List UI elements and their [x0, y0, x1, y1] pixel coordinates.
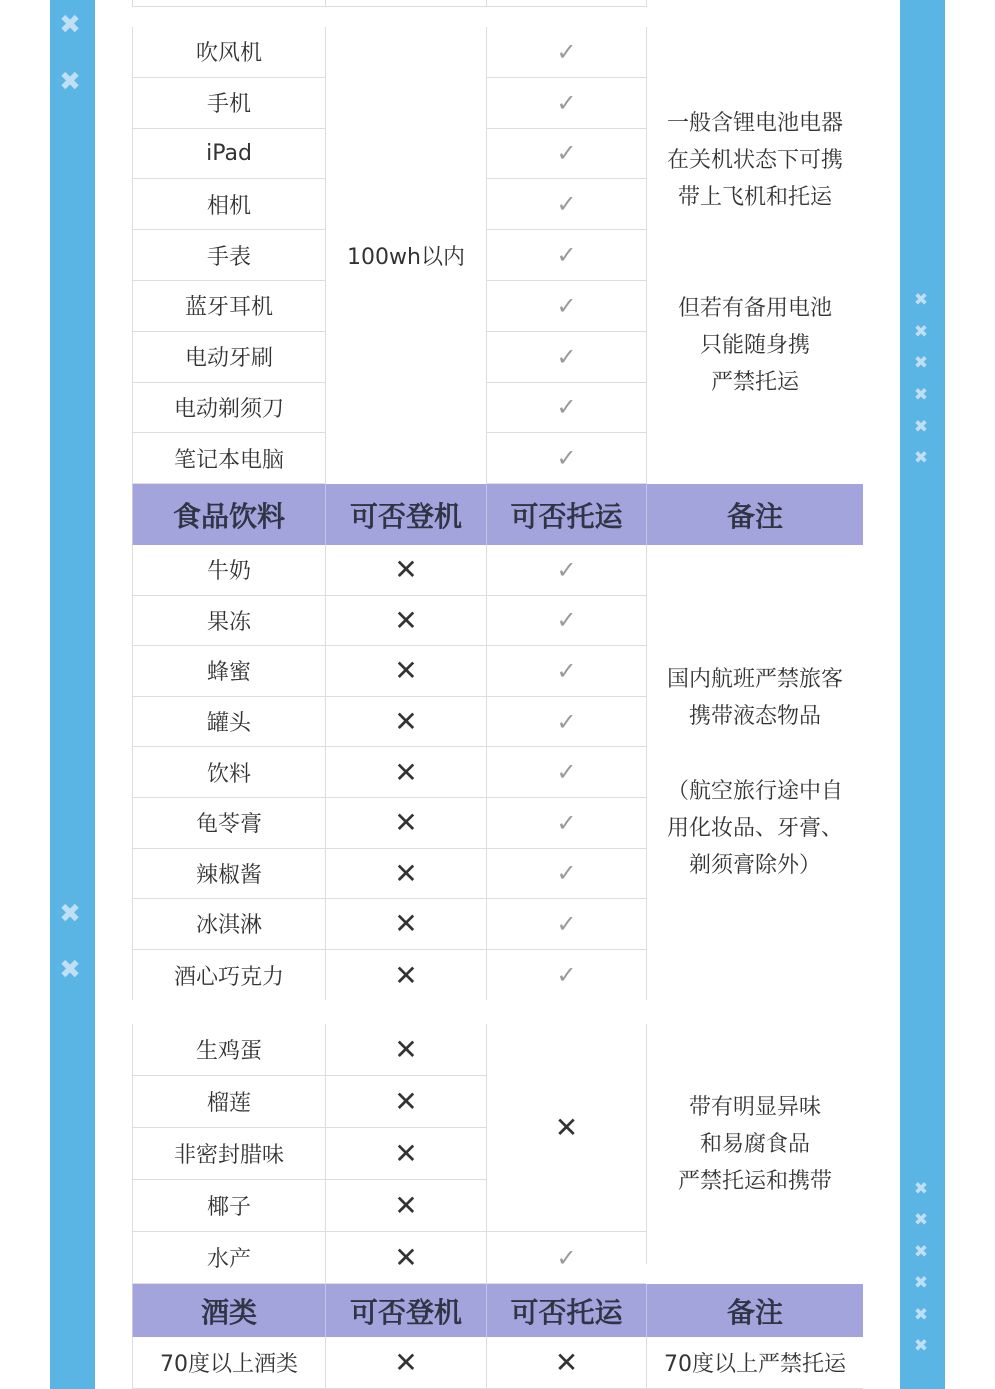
header-boarding: 可否登机 — [325, 1284, 486, 1337]
check-icon: ✓ — [556, 139, 577, 168]
check-icon: ✓ — [556, 393, 577, 422]
header-note: 备注 — [646, 1284, 863, 1337]
boarding-cell — [325, 596, 486, 647]
item-name: 蓝牙耳机 — [132, 281, 325, 332]
decorative-x-icon: ✖ — [913, 1241, 929, 1262]
note-line: 国内航班严禁旅客 — [666, 667, 843, 692]
checked-baggage-cell — [486, 433, 646, 484]
table-row-partial — [325, 0, 486, 7]
item-name: 吹风机 — [132, 27, 325, 78]
checked-baggage-cell — [486, 545, 646, 596]
decorative-x-icon: ✖ — [913, 321, 929, 342]
check-icon: ✓ — [556, 909, 577, 938]
decorative-x-icon: ✖ — [913, 1209, 929, 1230]
note-line: 带上飞机和托运 — [677, 185, 832, 210]
cross-icon: ✕ — [394, 806, 418, 840]
item-name: 水产 — [132, 1232, 325, 1284]
decorative-x-icon: ✖ — [913, 1178, 929, 1199]
note-line: 严禁托运 — [710, 370, 799, 395]
cross-icon: ✕ — [394, 1137, 418, 1170]
checked-baggage-cell — [486, 950, 646, 1001]
cross-icon: ✕ — [394, 856, 418, 890]
cross-icon: ✕ — [554, 1111, 579, 1144]
checked-baggage-cell — [486, 747, 646, 798]
header-checked: 可否托运 — [486, 484, 646, 545]
checked-baggage-cell — [486, 230, 646, 281]
check-icon: ✓ — [556, 88, 577, 117]
boarding-cell — [325, 697, 486, 748]
note-cell — [646, 27, 863, 484]
checked-baggage-cell — [486, 596, 646, 647]
check-icon: ✓ — [556, 961, 577, 990]
checked-baggage-cell — [486, 1337, 646, 1389]
boarding-cell — [325, 646, 486, 697]
item-name: iPad — [132, 129, 325, 180]
note-line: 一般含锂电池电器 — [666, 111, 843, 136]
boarding-cell — [325, 950, 486, 1001]
check-icon: ✓ — [556, 656, 577, 685]
table-row-partial — [486, 0, 646, 7]
checked-baggage-cell — [486, 849, 646, 900]
table-row-partial — [646, 0, 863, 7]
check-icon: ✓ — [556, 291, 577, 320]
note-cell — [646, 545, 863, 1000]
decorative-x-icon: ✖ — [913, 416, 929, 437]
cross-icon: ✕ — [554, 1346, 579, 1379]
check-icon: ✓ — [556, 37, 577, 66]
decorative-x-icon: ✖ — [913, 1272, 929, 1293]
boarding-cell — [325, 798, 486, 849]
checked-baggage-cell-merged — [486, 1024, 646, 1232]
note-cell — [646, 1024, 863, 1264]
decorative-x-icon: ✖ — [913, 384, 929, 405]
cross-icon: ✕ — [394, 603, 418, 637]
item-name: 榴莲 — [132, 1076, 325, 1128]
check-icon: ✓ — [556, 555, 577, 584]
item-name: 饮料 — [132, 747, 325, 798]
note-cell: 70度以上严禁托运 — [646, 1337, 863, 1389]
checked-baggage-cell — [486, 697, 646, 748]
checked-baggage-cell — [486, 281, 646, 332]
item-name: 生鸡蛋 — [132, 1024, 325, 1076]
checked-baggage-cell — [486, 129, 646, 180]
boarding-cell — [325, 1180, 486, 1232]
cross-icon: ✕ — [394, 553, 418, 587]
boarding-cell — [325, 1232, 486, 1284]
checked-baggage-cell — [486, 1232, 646, 1284]
decorative-x-icon: ✖ — [913, 289, 929, 310]
checked-baggage-cell — [486, 646, 646, 697]
checked-baggage-cell — [486, 383, 646, 434]
decorative-x-icon: ✖ — [913, 447, 929, 468]
checked-baggage-cell — [486, 78, 646, 129]
item-name: 手机 — [132, 78, 325, 129]
check-icon: ✓ — [556, 606, 577, 635]
note-line: 和易腐食品 — [699, 1131, 810, 1157]
boarding-cell — [325, 1337, 486, 1389]
check-icon: ✓ — [556, 444, 577, 473]
boarding-cell-merged: 100wh以内 — [325, 27, 486, 484]
cross-icon: ✕ — [394, 907, 418, 941]
note-line: 只能随身携 — [699, 333, 810, 358]
check-icon: ✓ — [556, 859, 577, 888]
boarding-cell — [325, 1128, 486, 1180]
note-line: 带有明显异味 — [688, 1094, 821, 1120]
item-name: 相机 — [132, 179, 325, 230]
header-boarding: 可否登机 — [325, 484, 486, 545]
check-icon: ✓ — [556, 342, 577, 371]
check-icon: ✓ — [556, 190, 577, 219]
checked-baggage-cell — [486, 332, 646, 383]
checked-baggage-cell — [486, 899, 646, 950]
note-line: 在关机状态下可携 — [666, 148, 843, 173]
item-name: 蜂蜜 — [132, 646, 325, 697]
check-icon: ✓ — [556, 241, 577, 270]
note-line: 但若有备用电池 — [677, 296, 832, 321]
cross-icon: ✕ — [394, 755, 418, 789]
header-note: 备注 — [646, 484, 863, 545]
decorative-x-icon: ✖ — [913, 352, 929, 373]
item-name: 非密封腊味 — [132, 1128, 325, 1180]
cross-icon: ✕ — [394, 1033, 418, 1066]
note-line: 严禁托运和携带 — [677, 1168, 832, 1194]
note-line: （航空旅行途中自 — [666, 779, 843, 804]
checked-baggage-cell — [486, 27, 646, 78]
item-name: 笔记本电脑 — [132, 433, 325, 484]
note-line: 携带液态物品 — [688, 704, 821, 729]
check-icon: ✓ — [556, 808, 577, 837]
decorative-x-icon: ✖ — [59, 899, 81, 929]
table-row-partial — [132, 0, 325, 7]
item-name: 龟苓膏 — [132, 798, 325, 849]
header-category: 食品饮料 — [132, 484, 325, 545]
decorative-x-icon: ✖ — [913, 1304, 929, 1325]
check-icon: ✓ — [556, 758, 577, 787]
boarding-cell — [325, 849, 486, 900]
item-name: 罐头 — [132, 697, 325, 748]
item-name: 椰子 — [132, 1180, 325, 1232]
boarding-cell — [325, 747, 486, 798]
boarding-cell — [325, 1024, 486, 1076]
cross-icon: ✕ — [394, 1085, 418, 1118]
item-name: 手表 — [132, 230, 325, 281]
item-name: 果冻 — [132, 596, 325, 647]
item-name: 牛奶 — [132, 545, 325, 596]
note-line: 剃须膏除外） — [688, 853, 821, 878]
left-decorative-stripe — [50, 0, 95, 1389]
item-name: 冰淇淋 — [132, 899, 325, 950]
cross-icon: ✕ — [394, 958, 418, 992]
boarding-cell — [325, 545, 486, 596]
item-name: 辣椒酱 — [132, 849, 325, 900]
boarding-cell — [325, 899, 486, 950]
cross-icon: ✕ — [394, 1189, 418, 1222]
cross-icon: ✕ — [394, 705, 418, 739]
decorative-x-icon: ✖ — [59, 955, 81, 985]
boarding-cell — [325, 1076, 486, 1128]
cross-icon: ✕ — [394, 654, 418, 688]
cross-icon: ✕ — [394, 1346, 418, 1379]
checked-baggage-cell — [486, 798, 646, 849]
checked-baggage-cell — [486, 179, 646, 230]
item-name: 酒心巧克力 — [132, 950, 325, 1001]
cross-icon: ✕ — [394, 1241, 418, 1274]
header-category: 酒类 — [132, 1284, 325, 1337]
decorative-x-icon: ✖ — [59, 10, 81, 40]
note-line: 用化妆品、牙膏、 — [666, 816, 843, 841]
check-icon: ✓ — [556, 1243, 577, 1272]
decorative-x-icon: ✖ — [59, 67, 81, 97]
item-name: 电动剃须刀 — [132, 383, 325, 434]
item-name: 电动牙刷 — [132, 332, 325, 383]
decorative-x-icon: ✖ — [913, 1335, 929, 1356]
header-checked: 可否托运 — [486, 1284, 646, 1337]
item-name: 70度以上酒类 — [132, 1337, 325, 1389]
check-icon: ✓ — [556, 707, 577, 736]
